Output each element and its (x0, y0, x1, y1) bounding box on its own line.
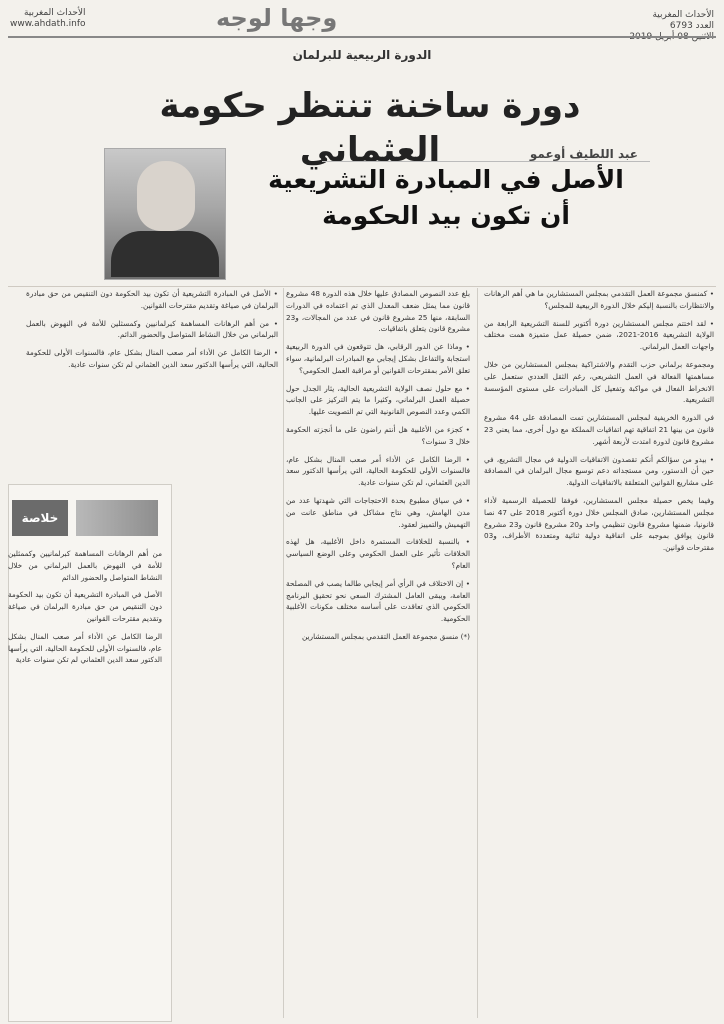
paragraph: • إن الاختلاف في الرأي أمر إيجابي طالما يصب في المصلحة العامة، ويبقى العامل المشترك السعي نحو تحقيق البرنامج الحكومي الذي تعاقدت على أساسه مختلف مكونات الأغلبية الحكومية. (286, 578, 470, 624)
masthead-left (10, 8, 86, 30)
masthead-right (629, 10, 714, 43)
paragraph: • بالنسبة للخلافات المستمرة داخل الأغلبية، هل لهذه الخلافات تأثير على العمل الحكومي وعلى الوضع السياسي العام؟ (286, 537, 470, 570)
paragraph: بلغ عدد النصوص المصادق عليها خلال هذه الدورة 48 مشروع قانون مما يمثل ضعف المعدل الذي تم اعتماده في الدورات السابقة، منها 25 مشروع قانون في عدد من المجالات، و23 مشروع قانون يتعلق باتفاقيات. (286, 289, 470, 334)
paragraph: • بيدو من سؤالكم أنكم تقصدون الاتفاقيات الدولية في مجال التشريع، في حين أن الدستور، ومن مستجداته دعم توسيع مجال البرلمان في المصادقة على مشاريع القوانين المتعلقة بالاتفاقيات الدولية. (484, 454, 714, 488)
masthead-rule (8, 36, 716, 38)
paragraph: • الأصل في المبادرة التشريعية أن تكون بيد الحكومة دون التنقيص من حق مبادرة البرلمان في صياغة وتقديم مقترحات القوانين. (26, 289, 278, 310)
paragraph: • من أهم الرهانات المساهمة كبرلمانيين وكمسثلين للأمة في النهوض بالعمل البرلماني من خلال النشاط المتواصل والحضور الدائم. (26, 318, 278, 340)
section-title: وجها لوجه (216, 4, 338, 32)
paragraph: وفيما يخص حصيلة مجلس المستشارين، فوفقا للحصيلة الرسمية لأداء مجلس المستشارين، صادق المجلس خلال دورة أكتوبر 2018 على 47 نصا قانونيا، ضمنها مشروع قانون تنظيمي واحد و20 مشروع قانون و23 مشروع قانون يوافق بموجبه على اتفاقية دولية ثنائية ومتعددة الأطراف، و03 مقترحات قوانين. (484, 495, 715, 553)
column-divider-1 (477, 288, 478, 1018)
masthead (0, 4, 724, 42)
edition-name: الأحداث المغربية (652, 10, 714, 20)
subhead-line-2: أن تكون بيد الحكومة (322, 201, 570, 230)
summary-thumbnail (76, 500, 158, 536)
issue-number: العدد 6793 (669, 21, 714, 31)
paragraph: • لقد اختتم مجلس المستشارين دورة أكتوبر للسنة التشريعية الرابعة من الولاية التشريعية 2016-2021، ضمن حصيلة عمل متميزة همت مختلف واجهات العمل البرلماني. (484, 318, 715, 352)
paragraph: • كجزء من الأغلبية هل أنتم راضون على ما أنجزته الحكومة خلال 3 سنوات؟ (286, 424, 470, 446)
summary-item: الرضا الكامل عن الأداء أمر صعب المنال بشكل عام، فالسنوات الأولى للحكومة الحالية، التي يرأسها الدكتور سعد الدين العثماني لم تكن سنوات عادية (8, 631, 162, 665)
summary-label: خلاصة (12, 500, 68, 536)
column-right (484, 288, 714, 560)
summary-item: الأصل في المبادرة التشريعية أن تكون بيد الحكومة دون التنقيص من حق مبادرة البرلمان في صياغة وتقديم مقترحات القوانين (8, 590, 162, 623)
column-divider-2 (283, 288, 284, 1018)
article-subhead (250, 162, 642, 234)
website-link[interactable]: www.ahdath.info (10, 19, 86, 29)
summary-item: من أهم الرهانات المساهمة كبرلمانيين وكممثلين للأمة في النهوض بالعمل البرلماني من خلال النشاط المتواصل والحضور الدائم (8, 549, 162, 582)
byline: عبد اللطيف أوعمو (322, 147, 650, 162)
paragraph: ومجموعة برلماني حزب التقدم والاشتراكية بمجلس المستشارين من خلال مساهمتها الفعالة في العمل التشريعي، رغم الثقل العددي ستعمل على الانخراط الفعال في مواكبة وتفعيل كل المبادرات على مستوى المؤسسة التشريعية. (484, 359, 714, 405)
author-note: (*) منسق مجموعة العمل التقدمي بمجلس المستشارين (301, 631, 470, 641)
paragraph: • كمنسق مجموعة العمل التقدمي بمجلس المستشارين ما هي أهم الرهانات والانتظارات بالنسبة إليكم خلال الدورة الربيعية للمجلس؟ (484, 289, 714, 310)
summary-text (8, 548, 162, 672)
article-headline: دورة ساخنة تنتظر حكومة العثماني (159, 86, 581, 170)
date-line: الاثنين 08 أبريل 2019 (629, 32, 714, 42)
column-middle (286, 288, 470, 649)
portrait-head (137, 161, 195, 231)
section-divider (8, 286, 716, 287)
portrait-photo (104, 148, 226, 280)
column-left (26, 288, 278, 377)
paragraph: • وماذا عن الدور الرقابي، هل تتوقعون في الدورة الربيعية استجابة والتفاعل بشكل إيجابي مع المبادرات البرلمانية، سواء تعلق الأمر بمقترحات القوانين أو مراقبة العمل الحكومي؟ (286, 342, 470, 375)
publication-line: الأحداث المغربية (23, 8, 86, 18)
portrait-jacket (111, 231, 219, 277)
subhead-line-1: الأصل في المبادرة التشريعية (268, 165, 624, 194)
paragraph: • مع حلول نصف الولاية التشريعية الحالية، يثار الجدل حول حصيلة العمل البرلماني، وكثيرا ما يتم التركيز على الجانب الكمي وعدد النصوص القانونية التي تم التصويت عليها. (286, 383, 470, 417)
paragraph: في الدورة الخريفية لمجلس المستشارين تمت المصادقة على 44 مشروع قانون من بينها 21 اتفاقية تهم اتفاقيات المملكة مع دول أخرى، مما يعني 23 مشروع قانون لدورة امتدت لأربعة أشهر. (484, 413, 714, 446)
paragraph: • الرضا الكامل عن الأداء أمر صعب المنال بشكل عام، فالسنوات الأولى للحكومة الحالية، التي يرأسها الدكتور سعد الدين العثماني لم تكن سنوات عادية. (26, 348, 278, 369)
article-kicker: الدورة الربيعية للبرلمان (292, 48, 432, 62)
paragraph: • الرضا الكامل عن الأداء أمر صعب المنال بشكل عام، فالسنوات الأولى للحكومة الحالية، التي يرأسها الدكتور سعد الدين العثماني، لم تكن سنوات عادية. (286, 454, 470, 488)
paragraph: • في سياق مطبوع بحدة الاحتجاجات التي شهدتها عدد من مدن الهامش، وهي نتاج مشاكل في مناطق عانت من التهميش والتمييز لعقود. (286, 495, 470, 529)
